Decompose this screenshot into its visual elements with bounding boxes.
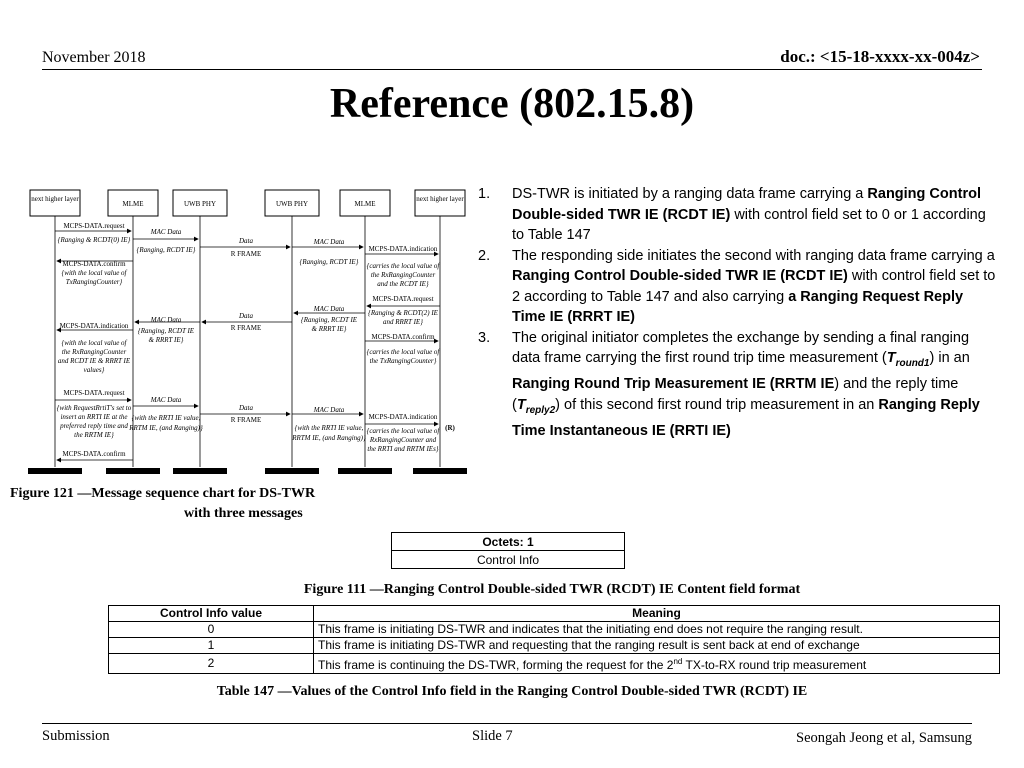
diagram-label: the RRTM IE}: [74, 431, 114, 439]
table-row: [109, 622, 1000, 638]
lifeline-box-higher-layer-a: [30, 190, 80, 216]
bullet-text-run: T: [516, 396, 526, 413]
diagram-label: MAC Data: [313, 305, 345, 313]
bullet-text-run: reply2: [525, 404, 556, 416]
diagram-label: MAC Data: [150, 228, 182, 236]
bullet-text-run: with control field set to 0 or 1 according to Table 147: [512, 206, 986, 243]
diagram-label: & RRRT IE}: [148, 336, 184, 344]
diagram-label: TxRangingCounter}: [65, 278, 123, 286]
diagram-label: MCPS-DATA.indication: [59, 322, 129, 330]
box-label: next higher layer: [31, 195, 79, 203]
diagram-label: {with RequestRrtiT's set to: [56, 404, 132, 412]
diagram-label: {with the RRTI IE value,: [294, 424, 364, 432]
diagram-label: and the RCDT IE}: [377, 280, 429, 288]
table-cell: 0: [109, 622, 314, 638]
header-divider: [42, 69, 982, 70]
diagram-label: (R): [445, 424, 455, 432]
figure-121-caption-line2: with three messages: [184, 506, 303, 521]
table-cell: 2: [109, 654, 314, 674]
footer-divider: [42, 723, 972, 724]
table-row: [109, 654, 1000, 674]
table-147-caption: Table 147 —Values of the Control Info field in the Ranging Control Double-sided TWR (RCDT) IE: [216, 684, 808, 699]
diagram-label: MAC Data: [150, 316, 182, 324]
diagram-label: the RxRangingCounter: [61, 348, 127, 356]
lifeline-base-bars: [28, 468, 467, 474]
figure-121-caption-line1: Figure 121 —Message sequence chart for DS-TWR: [10, 486, 316, 501]
message-sequence-chart: [22, 182, 472, 480]
diagram-label: {carries the local value of: [366, 427, 440, 435]
diagram-label: MCPS-DATA.confirm: [62, 260, 126, 268]
bullet-text-run: T: [886, 350, 896, 366]
octets-header: Octets: 1: [392, 533, 625, 551]
octets-value: Control Info: [392, 551, 625, 569]
control-info-table: [108, 605, 1000, 674]
diagram-label: MCPS-DATA.request: [63, 389, 125, 397]
footer-submission: Submission: [42, 728, 110, 744]
diagram-label: MCPS-DATA.indication: [368, 413, 438, 421]
diagram-label: R FRAME: [230, 324, 262, 332]
diagram-label: MCPS-DATA.request: [63, 222, 125, 230]
bullet-list: [478, 184, 998, 442]
bullet-text-run: ) in an: [929, 350, 970, 366]
bullet-item: [478, 328, 998, 442]
bullet-text-run: Ranging Reply Time Instantaneous IE (RRTI IE): [512, 396, 980, 440]
diagram-label: {Ranging, RCDT IE: [137, 327, 195, 335]
diagram-label: the RRTI and RRTM IEs}: [367, 445, 439, 453]
diagram-label: MCPS-DATA.request: [372, 295, 434, 303]
bullet-text-run: DS-TWR is initiated by a ranging data frame carrying a: [512, 186, 868, 202]
diagram-label: {Ranging, RCDT IE: [300, 316, 358, 324]
diagram-label: {carries the local value of: [366, 348, 440, 356]
diagram-label: R FRAME: [230, 416, 262, 424]
diagram-label: {carries the local value of: [366, 262, 440, 270]
bullet-number: 2.: [478, 247, 491, 264]
box-label: next higher layer: [416, 195, 464, 203]
diagram-label: RRTM IE, (and Ranging)}: [129, 424, 203, 432]
diagram-label: insert an RRTI IE at the: [60, 413, 128, 421]
diagram-label: Data: [239, 312, 253, 320]
diagram-label: MCPS-DATA.indication: [368, 245, 438, 253]
box-label: MLME: [122, 200, 144, 208]
bullet-text-run: round1: [895, 357, 930, 369]
box-label: UWB PHY: [183, 200, 217, 208]
diagram-label: Data: [239, 404, 253, 412]
octets-table: [391, 532, 625, 569]
bullet-text-run: Ranging Control Double-sided TWR IE (RCDT IE): [512, 186, 981, 223]
box-label: MLME: [354, 200, 376, 208]
table-cell: [314, 654, 1000, 674]
bullet-item: [478, 246, 998, 328]
diagram-label: and RCDT IE & RRRT IE: [57, 357, 131, 365]
diagram-label: {with the local value of: [61, 269, 127, 277]
diagram-label: Data: [239, 237, 253, 245]
diagram-label: {Ranging & RCDT(2) IE: [368, 309, 438, 317]
figure-111-caption: Figure 111 —Ranging Control Double-sided TWR (RCDT) IE Content field format: [303, 582, 801, 597]
table-header: Control Info value: [109, 606, 314, 622]
bullet-text-run: with control field set to 2 according to Table 147 and also carrying: [512, 268, 996, 305]
bullet-number: 1.: [478, 186, 491, 202]
table-cell: 1: [109, 638, 314, 654]
bullet-item: [478, 184, 998, 246]
cell-text: TX-to-RX round trip measurement: [682, 658, 867, 672]
bullet-number: 3.: [478, 329, 491, 346]
header-doc-id: doc.: <15-18-xxxx-xx-004z>: [780, 47, 980, 66]
box-label: UWB PHY: [275, 200, 309, 208]
diagram-label: MAC Data: [313, 238, 345, 246]
diagram-label: R FRAME: [230, 250, 262, 258]
bullet-text-run: Ranging Control Double-sided TWR IE (RCDT IE): [512, 268, 848, 284]
diagram-label: MAC Data: [150, 396, 182, 404]
table-cell: This frame is initiating DS-TWR and requesting that the ranging result is sent back at end of exchange: [314, 638, 1000, 654]
diagram-label: RRTM IE, (and Ranging)}: [292, 434, 366, 442]
lifeline-box-higher-layer-b: [415, 190, 465, 216]
cell-text: This frame is continuing the DS-TWR, forming the request for the 2: [318, 658, 674, 672]
bullet-text-run: a Ranging Request Reply Time IE (RRRT IE): [512, 288, 964, 325]
slide-title: Reference (802.15.8): [329, 81, 695, 127]
diagram-label: values}: [83, 366, 105, 374]
cell-superscript: nd: [673, 657, 683, 666]
diagram-label: RxRangingCounter and: [369, 436, 437, 444]
footer-slide-number: Slide 7: [472, 728, 513, 744]
table-header: Meaning: [314, 606, 1000, 622]
diagram-label: {with the RRTI IE value,: [131, 414, 201, 422]
table-cell: This frame is initiating DS-TWR and indicates that the initiating end does not require the ranging result.: [314, 622, 1000, 638]
bullet-text-run: Ranging Round Trip Measurement IE (RRTM IE: [512, 376, 835, 393]
diagram-label: preferred reply time and: [60, 422, 128, 430]
header-date: November 2018: [42, 49, 146, 66]
diagram-label: {with the local value of: [61, 339, 127, 347]
diagram-label: {Ranging, RCDT IE}: [136, 246, 196, 254]
diagram-label: and RRRT IE}: [382, 318, 424, 326]
diagram-label: {Ranging, RCDT IE}: [299, 258, 359, 266]
bullet-text-run: The responding side initiates the second with ranging data frame carrying a: [512, 247, 995, 264]
diagram-label: MAC Data: [313, 406, 345, 414]
diagram-label: & RRRT IE}: [311, 325, 347, 333]
bullet-text-run: ) of this second first round trip measurement in an: [555, 396, 879, 413]
bullet-text-run: The original initiator completes the exchange by sending a final ranging data frame carrying the first round trip time measurement (: [512, 329, 970, 366]
bullet-text-run: ) and the reply time (: [512, 376, 959, 413]
diagram-label: {Ranging & RCDT(0) IE}: [57, 236, 131, 244]
diagram-label: MCPS-DATA.confirm: [62, 450, 126, 458]
diagram-label: MCPS-DATA.confirm: [371, 333, 435, 341]
diagram-label: the TxRangingCounter}: [369, 357, 437, 365]
table-row: [109, 638, 1000, 654]
footer-author: Seongah Jeong et al, Samsung: [796, 730, 972, 746]
diagram-label: the RxRangingCounter: [370, 271, 436, 279]
